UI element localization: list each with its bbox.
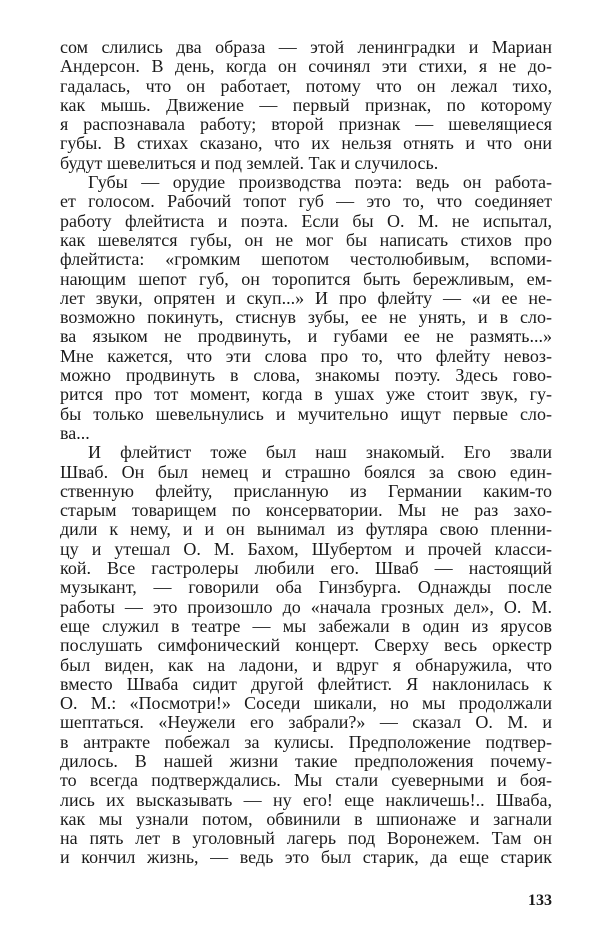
text-line: Шваб. Он был немец и страшно боялся за свою един- <box>60 461 552 482</box>
text-line: кой. Все гастролеры любили его. Шваб — настоящий <box>60 558 552 579</box>
text-line: работы — это произошло до «начала грозных дел», О. М. <box>60 596 552 617</box>
text-line: еще служил в театре — мы забежали в один из ярусов <box>60 615 552 636</box>
text-line: работу флейтиста и поэта. Если бы О. М. не испытал, <box>60 210 552 231</box>
page-number: 133 <box>528 892 552 909</box>
text-line: был виден, как на ладони, и вдруг я обнаружила, что <box>60 654 552 675</box>
text-line: музыкант, — говорили оба Гинзбурга. Однажды после <box>60 577 552 598</box>
text-line: гадалась, что он работает, потому что он лежал тихо, <box>60 75 552 96</box>
text-line: я распознавала работу; второй признак — шевелящиеся <box>60 114 552 135</box>
text-line: послушать симфонический концерт. Сверху весь оркестр <box>60 635 552 656</box>
text-line: Андерсон. В день, когда он сочинял эти стихи, я не до- <box>60 56 552 77</box>
text-line: Мне кажется, что эти слова про то, что флейту невоз- <box>60 345 552 366</box>
text-line: ва... <box>60 422 90 443</box>
text-line: как мышь. Движение — первый признак, по которому <box>60 94 552 115</box>
text-line: шептаться. «Неужели его забрали?» — сказал О. М. и <box>60 712 552 733</box>
text-line: дилось. В нашей жизни такие предположения почему- <box>60 750 552 771</box>
text-line: в антракте побежал за кулисы. Предположение подтвер- <box>60 731 552 752</box>
text-line: И флейтист тоже был наш знакомый. Его звали <box>88 442 552 463</box>
paragraph <box>60 38 552 173</box>
text-line: губы. В стихах сказано, что их нельзя отнять и что они <box>60 133 552 154</box>
text-line: ва языком не продвинуть, и губами ее не размять...» <box>60 326 552 347</box>
text-line: О. М.: «Посмотри!» Соседи шикали, но мы продолжали <box>60 693 552 714</box>
page-body-text <box>60 38 552 868</box>
text-line: можно продвинуть в слова, знакомы поэту. Здесь гово- <box>60 365 552 386</box>
text-line: лись их высказывать — ну его! еще накличешь!.. Шваба, <box>60 789 552 810</box>
paragraph <box>60 173 552 443</box>
text-line: дили к нему, и и он вынимал из футляра свою пленни- <box>60 519 552 540</box>
paragraph <box>60 443 552 868</box>
text-line: рится про тот момент, когда в ушах уже стоит звук, гу- <box>60 384 552 405</box>
text-line: бы только шевельнулись и мучительно ищут первые сло- <box>60 403 552 424</box>
text-line: ет голосом. Рабочий топот губ — это то, что соединяет <box>60 191 552 212</box>
text-line: как мы узнали потом, обвинили в шпионаже и загнали <box>60 808 552 829</box>
text-line: сом слились два образа — этой ленинградки и Мариан <box>60 37 552 57</box>
text-line: на пять лет в уголовный лагерь под Воронежем. Там он <box>60 828 552 849</box>
text-line: возможно покинуть, стиснув зубы, ее не унять, и в сло- <box>60 307 552 328</box>
text-line: вместо Шваба сидит другой флейтист. Я наклонилась к <box>60 673 552 694</box>
text-line: флейтиста: «громким шепотом честолюбивым, вспоми- <box>60 249 552 270</box>
text-line: то всегда подтверждались. Мы стали суеверными и боя- <box>60 770 552 791</box>
text-line: цу и утешал О. М. Бахом, Шубертом и прочей класси- <box>60 538 552 559</box>
text-line: лет звуки, опрятен и скуп...» И про флейту — «и ее не- <box>60 287 552 308</box>
text-line: Губы — орудие производства поэта: ведь он работа- <box>88 172 552 193</box>
text-line: и кончил жизнь, — ведь это был старик, да еще старик <box>60 847 552 868</box>
text-line: будут шевелиться и под землей. Так и случилось. <box>60 152 439 173</box>
text-line: старым товарищем по консерватории. Мы не раз захо- <box>60 500 552 521</box>
text-line: нающим шепот губ, он торопится быть бережливым, ем- <box>60 268 552 289</box>
text-line: как шевелятся губы, он не мог бы написать стихов про <box>60 229 552 250</box>
text-line: ственную флейту, присланную из Германии каким-то <box>60 480 552 501</box>
